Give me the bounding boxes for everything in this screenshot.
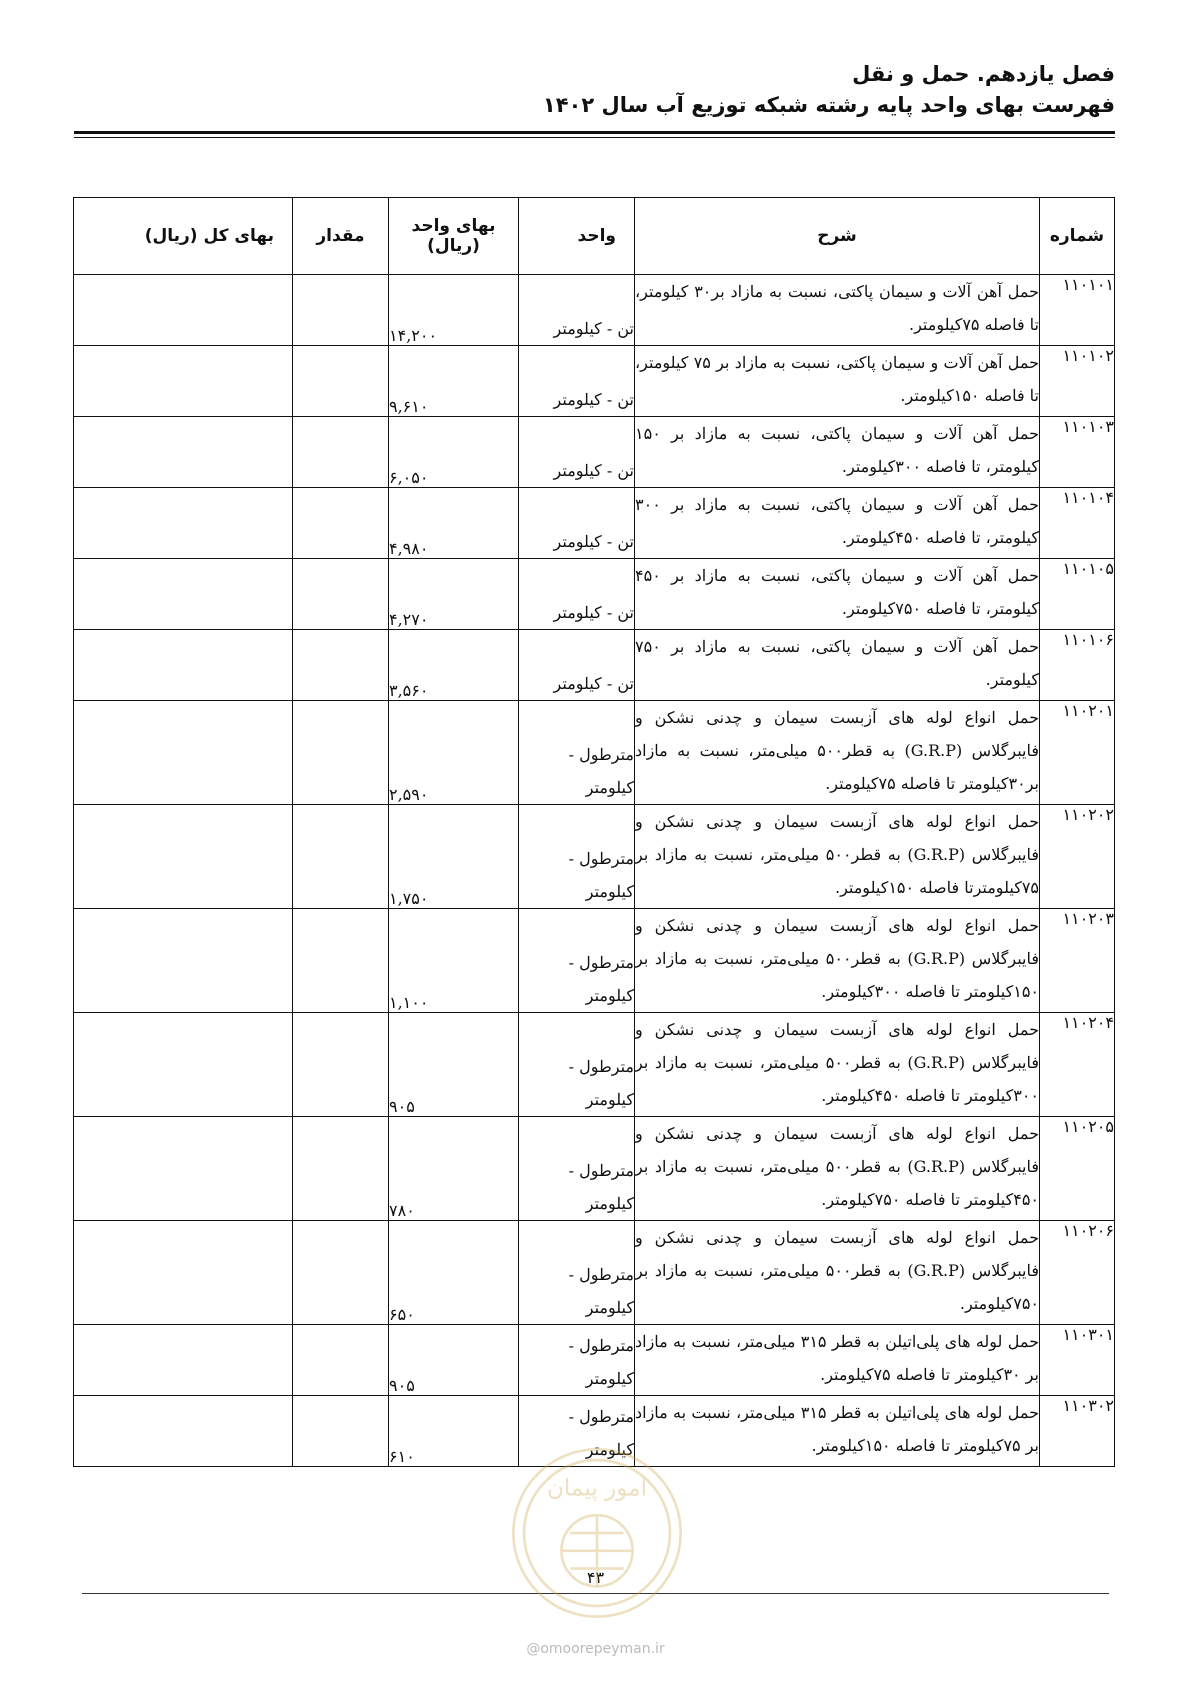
header-rule-thin: [74, 137, 1115, 138]
item-total-price: [74, 701, 293, 805]
table-row: [74, 275, 1115, 346]
item-description: حمل انواع لوله های آزبست سیمان و چدنی نشکن و فایبرگلاس (G.R.P) به قطر۵۰۰ میلی‌متر، نسبت به مازاد بر ۷۵کیلومترتا فاصله ۱۵۰کیلومتر.: [635, 805, 1040, 909]
item-description: حمل آهن آلات و سیمان پاکتی، نسبت به مازاد بر ۷۵۰ کیلومتر.: [635, 630, 1040, 701]
table-header-row: [74, 198, 1115, 275]
item-quantity: [293, 805, 389, 909]
item-code: ۱۱۰۲۰۱: [1040, 701, 1115, 805]
page-header: [76, 58, 1115, 120]
item-total-price: [74, 417, 293, 488]
item-total-price: [74, 559, 293, 630]
item-description: حمل انواع لوله های آزبست سیمان و چدنی نشکن و فایبرگلاس (G.R.P) به قطر۵۰۰ میلی‌متر، نسبت به مازاد بر۳۰کیلومتر تا فاصله ۷۵کیلومتر.: [635, 701, 1040, 805]
item-unit-price: ۹,۶۱۰: [389, 346, 519, 417]
item-unit-price: ۹۰۵: [389, 1325, 519, 1396]
item-quantity: [293, 1013, 389, 1117]
svg-text:امور پیمان: امور پیمان: [546, 1475, 648, 1502]
item-unit-price: ۲,۵۹۰: [389, 701, 519, 805]
item-quantity: [293, 346, 389, 417]
item-quantity: [293, 559, 389, 630]
col-header-unit: واحد: [519, 198, 635, 275]
item-unit: مترطول - کیلومتر: [519, 1013, 635, 1117]
item-quantity: [293, 1396, 389, 1467]
item-total-price: [74, 1396, 293, 1467]
item-description: حمل انواع لوله های آزبست سیمان و چدنی نشکن و فایبرگلاس (G.R.P) به قطر۵۰۰ میلی‌متر، نسبت به مازاد بر ۷۵۰کیلومتر.: [635, 1221, 1040, 1325]
watermark-text: @omoorepeyman.ir: [526, 1641, 665, 1657]
item-unit: تن - کیلومتر: [519, 417, 635, 488]
item-description: حمل لوله های پلی‌اتیلن به قطر ۳۱۵ میلی‌متر، نسبت به مازاد بر ۳۰کیلومتر تا فاصله ۷۵کیلومتر.: [635, 1325, 1040, 1396]
item-quantity: [293, 417, 389, 488]
col-header-code: شماره: [1040, 198, 1115, 275]
table-row: [74, 909, 1115, 1013]
item-code: ۱۱۰۳۰۱: [1040, 1325, 1115, 1396]
item-code: ۱۱۰۱۰۶: [1040, 630, 1115, 701]
item-quantity: [293, 275, 389, 346]
table-row: [74, 1221, 1115, 1325]
item-unit: مترطول - کیلومتر: [519, 1117, 635, 1221]
table-row: [74, 346, 1115, 417]
item-code: ۱۱۰۲۰۳: [1040, 909, 1115, 1013]
item-unit-price: ۶۱۰: [389, 1396, 519, 1467]
item-code: ۱۱۰۲۰۵: [1040, 1117, 1115, 1221]
item-unit-price: ۴,۹۸۰: [389, 488, 519, 559]
item-quantity: [293, 909, 389, 1013]
item-quantity: [293, 488, 389, 559]
table-row: [74, 1117, 1115, 1221]
item-quantity: [293, 1117, 389, 1221]
document-subtitle: فهرست بهای واحد پایه رشته شبکه توزیع آب سال ۱۴۰۲: [542, 93, 1115, 117]
item-code: ۱۱۰۲۰۲: [1040, 805, 1115, 909]
item-quantity: [293, 701, 389, 805]
col-header-quantity: مقدار: [293, 198, 389, 275]
item-description: حمل آهن آلات و سیمان پاکتی، نسبت به مازاد بر ۴۵۰ کیلومتر، تا فاصله ۷۵۰کیلومتر.: [635, 559, 1040, 630]
table-row: [74, 559, 1115, 630]
item-total-price: [74, 1221, 293, 1325]
item-unit-price: ۴,۲۷۰: [389, 559, 519, 630]
item-unit: مترطول - کیلومتر: [519, 909, 635, 1013]
col-header-unit-price-line2: (ریال): [427, 236, 480, 256]
item-unit: مترطول - کیلومتر: [519, 1221, 635, 1325]
item-code: ۱۱۰۳۰۲: [1040, 1396, 1115, 1467]
table-row: [74, 488, 1115, 559]
item-unit: مترطول - کیلومتر: [519, 1325, 635, 1396]
table-body: [74, 275, 1115, 1467]
item-total-price: [74, 909, 293, 1013]
item-description: حمل لوله های پلی‌اتیلن به قطر ۳۱۵ میلی‌متر، نسبت به مازاد بر ۷۵کیلومتر تا فاصله ۱۵۰کیلومتر.: [635, 1396, 1040, 1467]
item-total-price: [74, 1013, 293, 1117]
item-quantity: [293, 1221, 389, 1325]
item-code: ۱۱۰۱۰۵: [1040, 559, 1115, 630]
item-total-price: [74, 1325, 293, 1396]
table-row: [74, 1325, 1115, 1396]
item-code: ۱۱۰۱۰۲: [1040, 346, 1115, 417]
table-row: [74, 1013, 1115, 1117]
item-unit-price: ۳,۵۶۰: [389, 630, 519, 701]
item-unit: تن - کیلومتر: [519, 275, 635, 346]
item-description: حمل آهن آلات و سیمان پاکتی، نسبت به مازاد بر ۱۵۰ کیلومتر، تا فاصله ۳۰۰کیلومتر.: [635, 417, 1040, 488]
item-unit: تن - کیلومتر: [519, 559, 635, 630]
item-description: حمل انواع لوله های آزبست سیمان و چدنی نشکن و فایبرگلاس (G.R.P) به قطر۵۰۰ میلی‌متر، نسبت به مازاد بر ۴۵۰کیلومتر تا فاصله ۷۵۰کیلومتر.: [635, 1117, 1040, 1221]
seal-logo: [508, 1444, 686, 1622]
table-row: [74, 805, 1115, 909]
item-unit: تن - کیلومتر: [519, 630, 635, 701]
col-header-unit-price-line1: بهای واحد: [411, 216, 496, 236]
item-total-price: [74, 1117, 293, 1221]
item-unit-price: ۷۸۰: [389, 1117, 519, 1221]
item-unit-price: ۶,۰۵۰: [389, 417, 519, 488]
header-rule-thick: [74, 131, 1115, 134]
col-header-total: بهای کل (ریال): [74, 198, 293, 275]
table-row: [74, 417, 1115, 488]
col-header-unit-price: [389, 198, 519, 275]
item-description: حمل آهن آلات و سیمان پاکتی، نسبت به مازاد بر ۷۵ کیلومتر، تا فاصله ۱۵۰کیلومتر.: [635, 346, 1040, 417]
item-description: حمل انواع لوله های آزبست سیمان و چدنی نشکن و فایبرگلاس (G.R.P) به قطر۵۰۰ میلی‌متر، نسبت به مازاد بر ۳۰۰کیلومتر تا فاصله ۴۵۰کیلومتر.: [635, 1013, 1040, 1117]
item-unit-price: ۹۰۵: [389, 1013, 519, 1117]
item-code: ۱۱۰۱۰۳: [1040, 417, 1115, 488]
table-row: [74, 630, 1115, 701]
col-header-description: شرح: [635, 198, 1040, 275]
item-total-price: [74, 346, 293, 417]
item-total-price: [74, 805, 293, 909]
table-row: [74, 701, 1115, 805]
item-code: ۱۱۰۱۰۱: [1040, 275, 1115, 346]
item-unit: تن - کیلومتر: [519, 346, 635, 417]
item-unit-price: ۱,۱۰۰: [389, 909, 519, 1013]
item-code: ۱۱۰۲۰۶: [1040, 1221, 1115, 1325]
item-code: ۱۱۰۱۰۴: [1040, 488, 1115, 559]
item-description: حمل انواع لوله های آزبست سیمان و چدنی نشکن و فایبرگلاس (G.R.P) به قطر۵۰۰ میلی‌متر، نسبت به مازاد بر ۱۵۰کیلومتر تا فاصله ۳۰۰کیلومتر.: [635, 909, 1040, 1013]
item-quantity: [293, 1325, 389, 1396]
item-unit: مترطول - کیلومتر: [519, 1396, 635, 1467]
item-unit: مترطول - کیلومتر: [519, 701, 635, 805]
item-code: ۱۱۰۲۰۴: [1040, 1013, 1115, 1117]
price-list-table: [73, 197, 1115, 1467]
item-unit-price: ۱۴,۲۰۰: [389, 275, 519, 346]
item-unit: تن - کیلومتر: [519, 488, 635, 559]
item-description: حمل آهن آلات و سیمان پاکتی، نسبت به مازاد بر ۳۰۰ کیلومتر، تا فاصله ۴۵۰کیلومتر.: [635, 488, 1040, 559]
item-total-price: [74, 488, 293, 559]
item-quantity: [293, 630, 389, 701]
item-total-price: [74, 275, 293, 346]
item-unit: مترطول - کیلومتر: [519, 805, 635, 909]
item-unit-price: ۱,۷۵۰: [389, 805, 519, 909]
item-total-price: [74, 630, 293, 701]
page-number: ۴۳: [586, 1568, 605, 1587]
item-description: حمل آهن آلات و سیمان پاکتی، نسبت به مازاد بر۳۰ کیلومتر، تا فاصله ۷۵کیلومتر.: [635, 275, 1040, 346]
chapter-title: فصل یازدهم. حمل و نقل: [852, 62, 1115, 86]
item-unit-price: ۶۵۰: [389, 1221, 519, 1325]
